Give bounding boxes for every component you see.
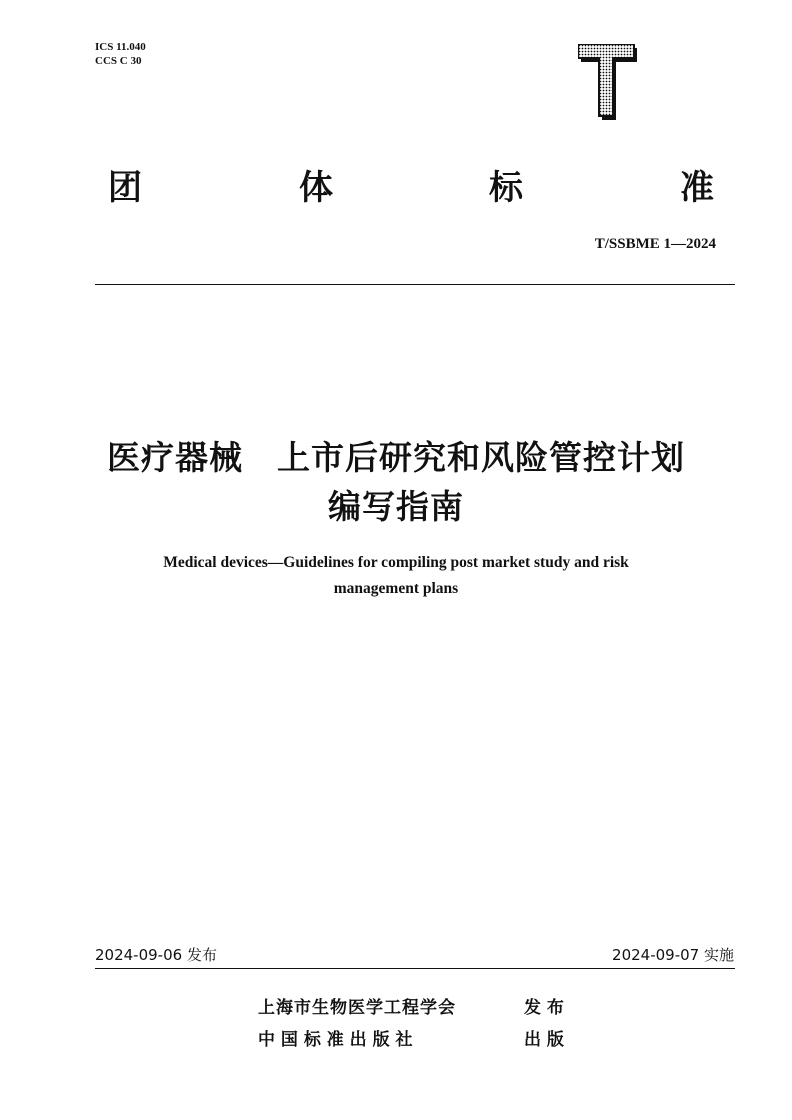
title-en-line2: management plans bbox=[333, 580, 459, 597]
t-standard-logo bbox=[578, 44, 640, 122]
title-en-line1: Medical devices—Guidelines for compiling post market study and risk bbox=[163, 554, 629, 571]
standard-number: T/SSBME 1—2024 bbox=[594, 236, 716, 252]
footer-divider bbox=[95, 968, 735, 969]
category-char-1: 团 bbox=[108, 168, 142, 208]
classification-codes bbox=[95, 40, 146, 68]
category-char-4: 准 bbox=[680, 168, 714, 208]
press-name: 中 国 标 准 出 版 社 bbox=[258, 1030, 413, 1050]
title-cn-line2: 编写指南 bbox=[328, 487, 464, 526]
issue-date: 2024-09-06 发布 bbox=[95, 946, 217, 964]
category-char-2: 体 bbox=[299, 168, 333, 208]
category-char-3: 标 bbox=[489, 168, 523, 208]
title-cn-line1: 医疗器械 上市后研究和风险管控计划 bbox=[107, 438, 685, 477]
press-action: 出 版 bbox=[524, 1030, 564, 1050]
header-divider bbox=[95, 284, 735, 285]
issuer-name: 上海市生物医学工程学会 bbox=[258, 998, 456, 1018]
ccs-code: CCS C 30 bbox=[95, 55, 142, 67]
ics-code: ICS 11.040 bbox=[95, 41, 146, 53]
issuer-action: 发 布 bbox=[524, 998, 564, 1018]
implement-date: 2024-09-07 实施 bbox=[612, 946, 734, 964]
